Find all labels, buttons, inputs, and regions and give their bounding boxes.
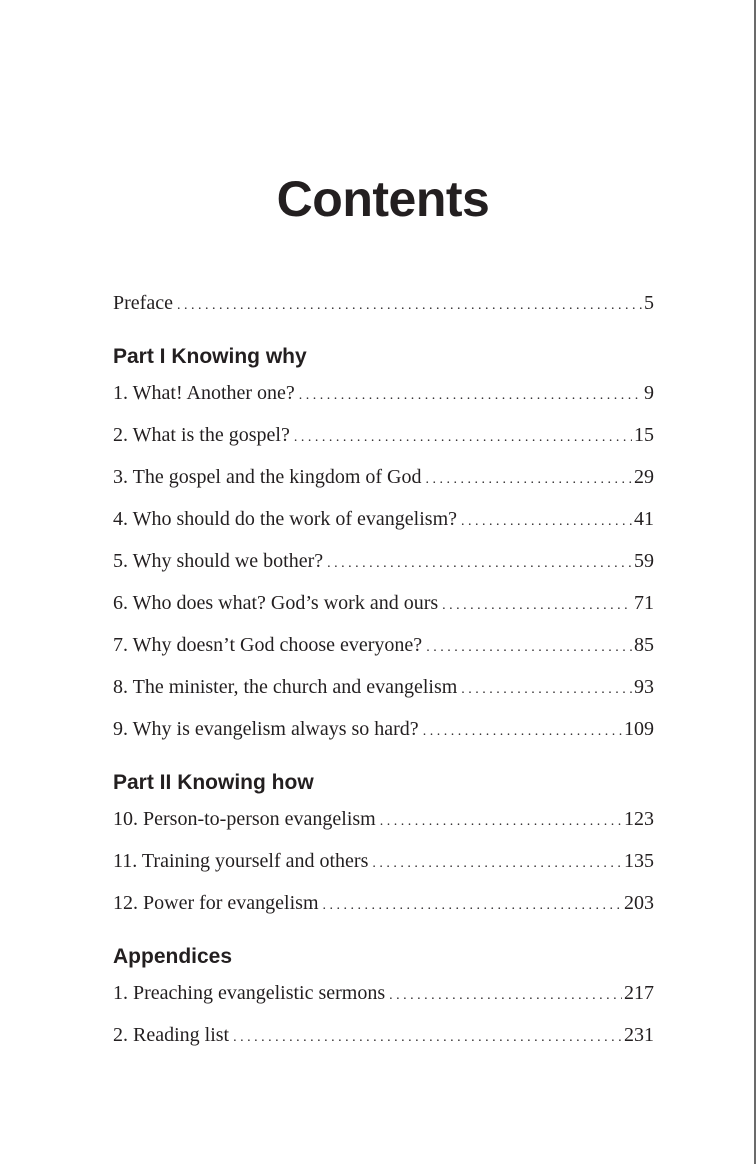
dot-leader bbox=[294, 414, 632, 459]
toc-entry-page: 203 bbox=[624, 892, 654, 914]
toc-entry-label: 2. What is the gospel? bbox=[113, 424, 290, 446]
dot-leader bbox=[323, 882, 622, 927]
toc-entry-label: 1. What! Another one? bbox=[113, 382, 295, 404]
toc-entry[interactable] bbox=[113, 582, 654, 624]
toc-entry-page: 9 bbox=[644, 382, 654, 404]
toc-entry-label: 7. Why doesn’t God choose everyone? bbox=[113, 634, 423, 656]
toc-entry-label: 6. Who does what? God’s work and ours bbox=[113, 592, 439, 614]
toc-entry[interactable] bbox=[113, 798, 654, 840]
toc-entry-label: 3. The gospel and the kingdom of God bbox=[113, 466, 422, 488]
toc-entry-label: 4. Who should do the work of evangelism? bbox=[113, 508, 458, 530]
dot-leader bbox=[426, 624, 632, 669]
toc-entry-page: 5 bbox=[644, 292, 654, 314]
toc-entry-page: 93 bbox=[634, 676, 654, 698]
toc-entry-page: 41 bbox=[634, 508, 654, 530]
toc-entry-page: 123 bbox=[624, 808, 654, 830]
toc-entry[interactable] bbox=[113, 624, 654, 666]
dot-leader bbox=[177, 282, 642, 327]
toc-entry[interactable] bbox=[113, 456, 654, 498]
dot-leader bbox=[233, 1014, 622, 1059]
toc-entry[interactable] bbox=[113, 372, 654, 414]
dot-leader bbox=[327, 540, 632, 585]
toc-entry-label: 5. Why should we bother? bbox=[113, 550, 324, 572]
toc-entry-label: 2. Reading list bbox=[113, 1024, 230, 1046]
toc-entry-page: 15 bbox=[634, 424, 654, 446]
toc-entry[interactable] bbox=[113, 414, 654, 456]
toc-entry-page: 71 bbox=[634, 592, 654, 614]
page-title: Contents bbox=[276, 171, 490, 227]
toc-entry[interactable] bbox=[113, 840, 654, 882]
toc-entry-label: Preface bbox=[113, 292, 173, 314]
dot-leader bbox=[372, 840, 622, 885]
toc-entry-page: 29 bbox=[634, 466, 654, 488]
dot-leader bbox=[442, 582, 632, 627]
toc-entry-label: 12. Power for evangelism bbox=[113, 892, 319, 914]
toc-entry-label: 1. Preaching evangelistic sermons bbox=[113, 982, 386, 1004]
toc-entry[interactable] bbox=[113, 498, 654, 540]
table-of-contents bbox=[113, 282, 654, 1056]
toc-entry[interactable] bbox=[113, 666, 654, 708]
dot-leader bbox=[461, 666, 632, 711]
section-heading-part-1: Part I Knowing why bbox=[113, 345, 307, 368]
toc-entry[interactable] bbox=[113, 708, 654, 750]
toc-entry-label: 8. The minister, the church and evangelism bbox=[113, 676, 458, 698]
section-heading-part-2: Part II Knowing how bbox=[113, 771, 314, 794]
toc-entry-label: 9. Why is evangelism always so hard? bbox=[113, 718, 419, 740]
toc-entry[interactable] bbox=[113, 1014, 654, 1056]
toc-entry-label: 10. Person-to-person evangelism bbox=[113, 808, 376, 830]
toc-entry-preface[interactable] bbox=[113, 282, 654, 324]
dot-leader bbox=[380, 798, 622, 843]
toc-entry-page: 59 bbox=[634, 550, 654, 572]
toc-entry[interactable] bbox=[113, 882, 654, 924]
dot-leader bbox=[425, 456, 632, 501]
toc-entry[interactable] bbox=[113, 972, 654, 1014]
toc-entry-page: 85 bbox=[634, 634, 654, 656]
dot-leader bbox=[389, 972, 622, 1017]
dot-leader bbox=[299, 372, 642, 417]
section-heading-appendices: Appendices bbox=[113, 945, 233, 968]
toc-entry-label: 11. Training yourself and others bbox=[113, 850, 369, 872]
toc-entry-page: 109 bbox=[624, 718, 654, 740]
toc-entry-page: 135 bbox=[624, 850, 654, 872]
toc-entry-page: 231 bbox=[624, 1024, 654, 1046]
dot-leader bbox=[423, 708, 622, 753]
toc-entry[interactable] bbox=[113, 540, 654, 582]
dot-leader bbox=[461, 498, 632, 543]
toc-entry-page: 217 bbox=[624, 982, 654, 1004]
